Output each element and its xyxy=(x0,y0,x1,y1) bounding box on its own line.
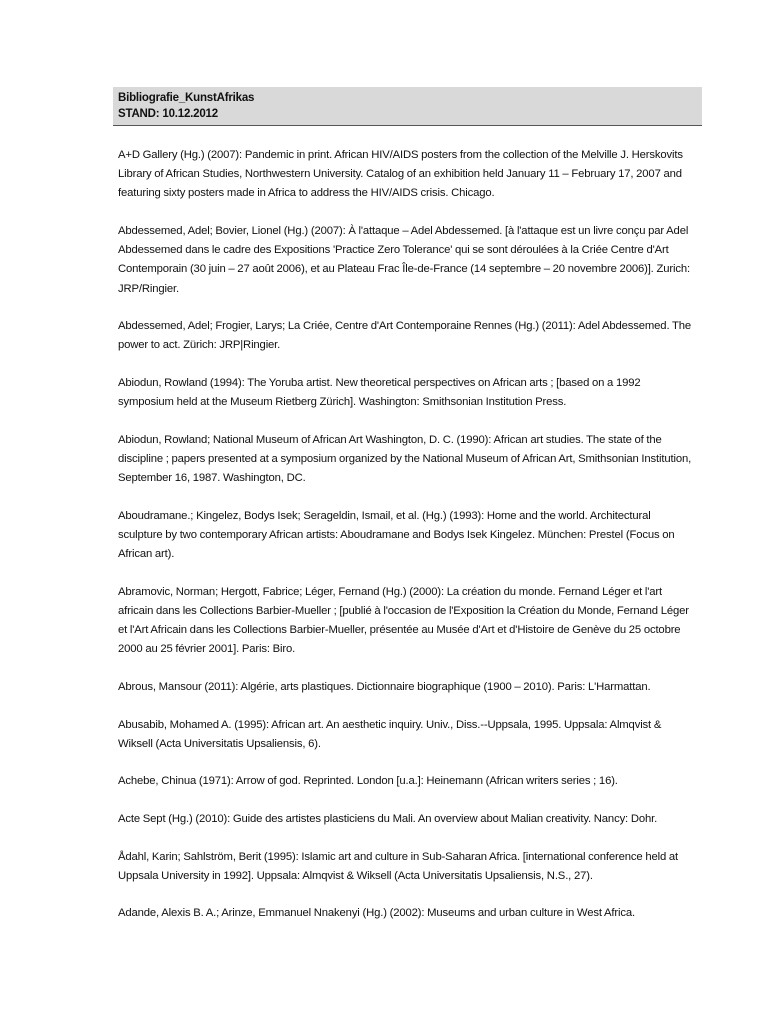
document-title: Bibliografie_KunstAfrikas xyxy=(118,92,255,104)
bibliography-entry: Abrous, Mansour (2011): Algérie, arts plastiques. Dictionnaire biographique (1900 – 2010). Paris: L'Harmattan. xyxy=(118,681,651,693)
bibliography-entry: Abdessemed, Adel; Bovier, Lionel (Hg.) (2007): À l'attaque – Adel Abdessemed. [à l'attaque est un livre conçu par Adel Abdessemed dans le cadre des Expositions 'Practice Zero Tolerance' qui se sont déroulées à la Criée Centre d'Art Contemporain (30 juin – 27 août 2006), et au Plateau Frac Île-de-France (14 septembre – 20 novembre 2006)]. Zurich: JRP/Ringier. xyxy=(118,225,690,295)
bibliography-entry: Abusabib, Mohamed A. (1995): African art. An aesthetic inquiry. Univ., Diss.--Uppsala, 1995. Uppsala: Almqvist & Wiksell (Acta Universitatis Upsaliensis, 6). xyxy=(118,718,662,750)
document-date: STAND: 10.12.2012 xyxy=(118,108,218,120)
bibliography-entry: Abdessemed, Adel; Frogier, Larys; La Criée, Centre d'Art Contemporaine Rennes (Hg.) (2011): Adel Abdessemed. The power to act. Zürich: JRP|Ringier. xyxy=(118,320,692,352)
bibliography-entry: A+D Gallery (Hg.) (2007): Pandemic in print. African HIV/AIDS posters from the collection of the Melville J. Herskovits Library of African Studies, Northwestern University. Catalog of an exhibition held January 11 – February 17, 2007 and featuring sixty posters made in Africa to address the HIV/AIDS crisis. Chicago. xyxy=(118,149,683,200)
bibliography-entry: Abiodun, Rowland (1994): The Yoruba artist. New theoretical perspectives on African arts ; [based on a 1992 symposium held at the Museum Rietberg Zürich]. Washington: Smithsonian Institution Press. xyxy=(118,377,641,409)
bibliography-entry: Achebe, Chinua (1971): Arrow of god. Reprinted. London [u.a.]: Heinemann (African writers series ; 16). xyxy=(118,775,618,788)
document-page xyxy=(113,87,702,942)
bibliography-entry: Ådahl, Karin; Sahlström, Berit (1995): Islamic art and culture in Sub-Saharan Africa. [international conference held at Uppsala University in 1992]. Uppsala: Almqvist & Wiksell (Acta Universitatis Upsaliensis, N.S., 27). xyxy=(118,850,678,882)
bibliography-entry: Abramovic, Norman; Hergott, Fabrice; Léger, Fernand (Hg.) (2000): La création du monde. Fernand Léger et l'art africain dans les Collections Barbier-Mueller ; [publié à l'occasion de l'Exposition la Création du Monde, Fernand Léger et l'Art Africain dans les Collections Barbier-Mueller, présentée au Musée d'Art et d'Histoire de Genève du 25 octobre 2000 au 25 février 2001]. Paris: Biro. xyxy=(118,585,689,656)
bibliography-list xyxy=(113,146,702,924)
bibliography-entry: Abiodun, Rowland; National Museum of African Art Washington, D. C. (1990): African art studies. The state of the discipline ; papers presented at a symposium organized by the National Museum of African Art, Smithsonian Institution, September 16, 1987. Washington, DC. xyxy=(118,433,692,485)
bibliography-entry: Adande, Alexis B. A.; Arinze, Emmanuel Nnakenyi (Hg.) (2002): Museums and urban culture in West Africa. xyxy=(118,907,635,920)
document-header xyxy=(113,87,702,126)
bibliography-entry: Aboudramane.; Kingelez, Bodys Isek; Serageldin, Ismail, et al. (Hg.) (1993): Home and the world. Architectural sculpture by two contemporary African artists: Aboudramane and Bodys Isek Kingelez. München: Prestel (Focus on African art). xyxy=(118,509,675,561)
bibliography-entry: Acte Sept (Hg.) (2010): Guide des artistes plasticiens du Mali. An overview about Malian creativity. Nancy: Dohr. xyxy=(118,812,658,825)
